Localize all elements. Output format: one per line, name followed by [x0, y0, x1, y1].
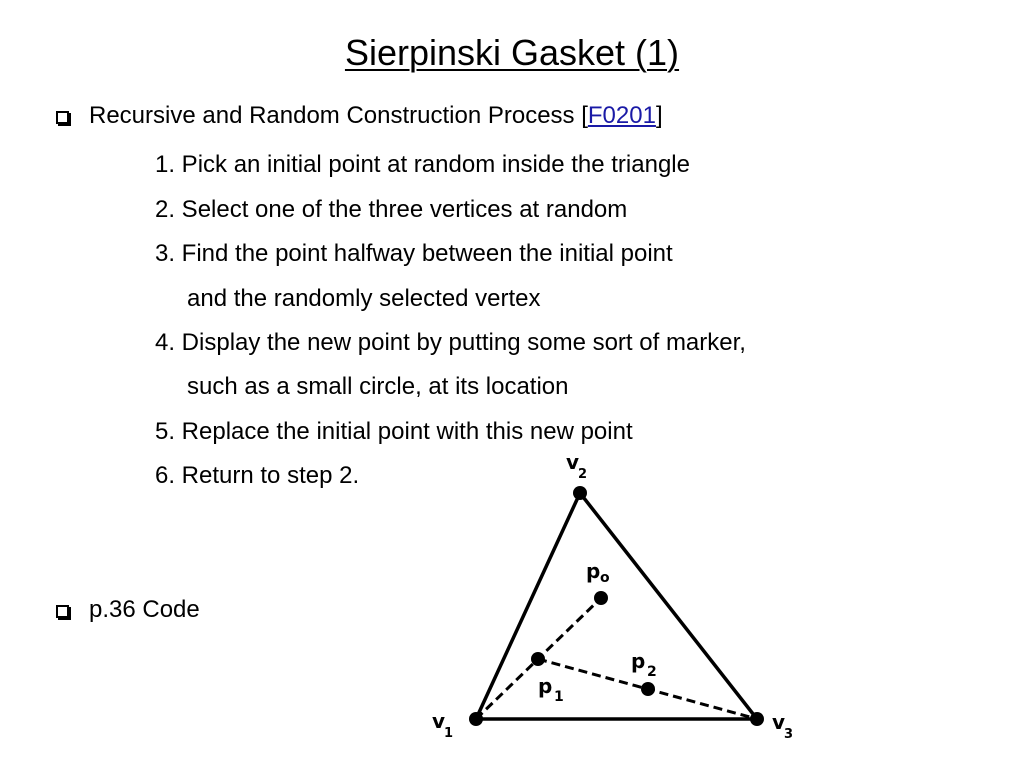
label-v1-sub: 1 [444, 726, 454, 741]
edge-v1-v2 [476, 493, 580, 719]
label-p1-sub: 1 [554, 689, 564, 705]
label-p2-sub: 2 [647, 664, 657, 680]
label-v3: v [772, 710, 786, 734]
checkbox-bullet-icon [56, 605, 69, 618]
edge-v2-v3 [580, 493, 757, 719]
label-v1: v [432, 709, 446, 733]
bullet-text-end: ] [655, 102, 663, 129]
step-3: 3. Find the point halfway between the initial point [155, 240, 673, 267]
step-4: 4. Display the new point by putting some sort of marker, [155, 329, 746, 356]
point-p2 [641, 682, 655, 696]
label-p2: p [631, 649, 646, 673]
step-5: 5. Replace the initial point with this new point [155, 418, 633, 445]
bullet-code [56, 596, 200, 624]
label-p1: p [538, 674, 553, 698]
step-2: 2. Select one of the three vertices at random [155, 196, 628, 223]
sierpinski-triangle-diagram [420, 448, 820, 748]
vertex-v1-point [469, 712, 483, 726]
point-p1 [531, 652, 545, 666]
step-1: 1. Pick an initial point at random inside the triangle [155, 151, 690, 178]
label-v3-sub: 3 [784, 727, 794, 742]
label-p0-sub: o [600, 570, 610, 586]
slide-title: Sierpinski Gasket (1) [344, 32, 680, 73]
bullet-recursive-process [56, 102, 663, 130]
step-4-continued: such as a small circle, at its location [187, 373, 569, 400]
label-v2-sub: 2 [578, 467, 588, 482]
bullet-text: Recursive and Random Construction Process [ [89, 102, 588, 129]
step-6: 6. Return to step 2. [155, 462, 360, 489]
vertex-v2-point [573, 486, 587, 500]
label-p0: p [586, 559, 601, 583]
bullet-text: p.36 Code [89, 596, 200, 623]
label-v2: v [566, 450, 580, 474]
step-3-continued: and the randomly selected vertex [187, 285, 541, 312]
reference-link[interactable]: F0201 [587, 102, 656, 129]
checkbox-bullet-icon [56, 111, 69, 124]
vertex-v3-point [750, 712, 764, 726]
point-p0 [594, 591, 608, 605]
